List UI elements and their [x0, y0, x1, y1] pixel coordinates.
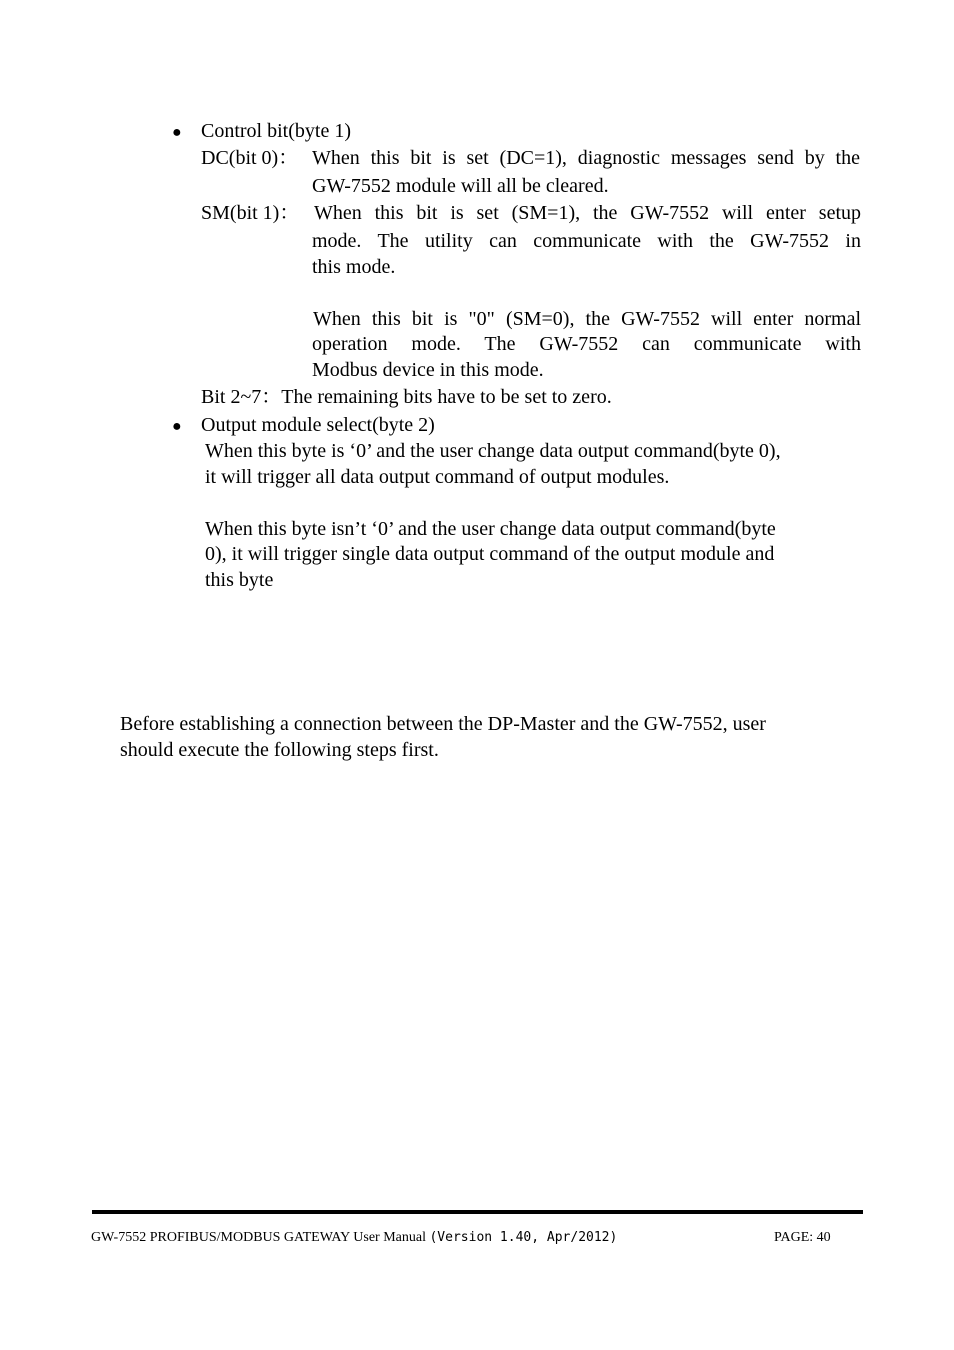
- sm-text-line3: this mode.: [312, 256, 396, 278]
- bit27-text: Bit 2~7：The remaining bits have to be set to zero.: [201, 386, 612, 408]
- sm0-text-line3: Modbus device in this mode.: [312, 359, 544, 381]
- footer-rule: [92, 1210, 863, 1214]
- intro-line1: Before establishing a connection between the DP-Master and the GW-7552, user: [120, 713, 766, 735]
- output-p1-line2: it will trigger all data output command of output modules.: [205, 466, 670, 488]
- output-module-title: Output module select(byte 2): [201, 414, 435, 436]
- footer-page-number: PAGE: 40: [774, 1230, 831, 1245]
- sm-label: SM(bit 1)：: [201, 202, 300, 224]
- bullet-output: ●: [172, 418, 182, 435]
- output-p2-line3: this byte: [205, 569, 274, 591]
- sm0-text-line1: When this bit is "0" (SM=0), the GW-7552 will enter normal: [313, 308, 861, 330]
- footer-manual-title: [91, 1228, 617, 1248]
- footer-manual-name: GW-7552 PROFIBUS/MODBUS GATEWAY User Manual: [91, 1230, 430, 1245]
- dc-label: DC(bit 0)：: [201, 147, 299, 169]
- sm-text-line1: When this bit is set (SM=1), the GW-7552 will enter setup: [314, 202, 861, 224]
- control-bit-title: Control bit(byte 1): [201, 120, 351, 142]
- footer-version: (Version 1.40, Apr/2012): [429, 1230, 618, 1245]
- output-p2-line2: 0), it will trigger single data output command of the output module and: [205, 543, 775, 565]
- bullet-control: ●: [172, 124, 182, 141]
- output-p2-line1: When this byte isn’t ‘0’ and the user change data output command(byte: [205, 518, 776, 540]
- output-p1-line1: When this byte is ‘0’ and the user change data output command(byte 0),: [205, 440, 781, 462]
- dc-text-line2: GW-7552 module will all be cleared.: [312, 175, 609, 197]
- dc-text-line1: When this bit is set (DC=1), diagnostic messages send by the: [312, 147, 860, 169]
- intro-line2: should execute the following steps first.: [120, 739, 439, 761]
- sm0-text-line2: operation mode. The GW-7552 can communicate with: [312, 333, 861, 355]
- sm-text-line2: mode. The utility can communicate with the GW-7552 in: [312, 230, 861, 252]
